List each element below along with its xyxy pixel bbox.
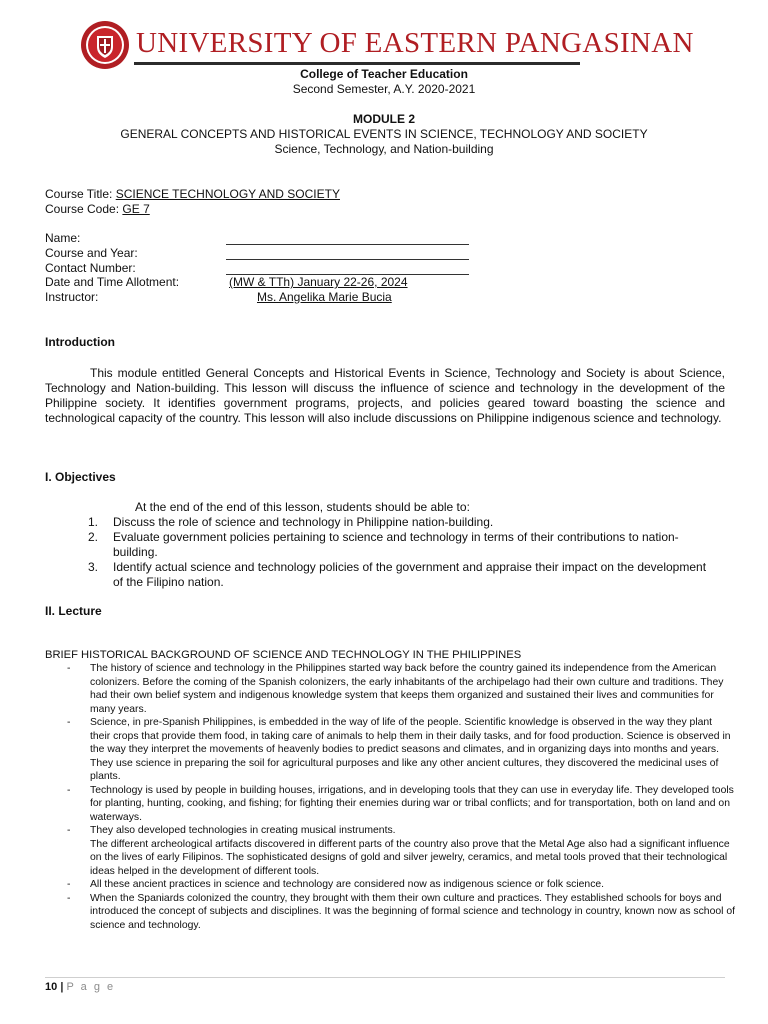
course-year-row [45,246,485,261]
bullet-text: Technology is used by people in building houses, irrigations, and in developing tools that they can use in everyday life. They developed tools for planting, hunting, cooking, and fishing; for fighting their enemies during war or tribal conflicts; and for transportation, both on land and on waterways. [90,784,734,823]
module-subtitle: Science, Technology, and Nation-building [274,142,494,156]
objectives-heading: I. Objectives [45,470,116,484]
lecture-subheading: BRIEF HISTORICAL BACKGROUND OF SCIENCE AND TECHNOLOGY IN THE PHILIPPINES [45,649,522,661]
page-footer [45,980,115,994]
list-text: Evaluate government policies pertaining to science and technology in terms of their contributions to nation-building. [113,530,679,559]
bullet-dash: - [67,825,71,836]
college-name: College of Teacher Education [300,67,468,81]
module-title: GENERAL CONCEPTS AND HISTORICAL EVENTS IN SCIENCE, TECHNOLOGY AND SOCIETY [120,127,648,141]
lecture-bullets [45,662,735,932]
semester: Second Semester, A.Y. 2020-2021 [292,82,476,96]
contact-label: Contact Number: [45,261,136,275]
name-line [226,244,469,245]
course-year-label: Course and Year: [45,246,138,260]
university-seal-icon [80,20,130,70]
header-rule [134,62,580,65]
university-header [80,18,694,70]
list-item [45,878,735,892]
date-value: (MW & TTh) January 22-26, 2024 [229,275,408,289]
page-number: 10 [45,981,58,993]
bullet-text: All these ancient practices in science and technology are considered now as indigenous science or folk science. [90,879,605,890]
module-number: MODULE 2 [352,112,415,126]
list-item [45,662,735,716]
introduction-text: This module entitled General Concepts and Historical Events in Science, Technology and Society is about Science, Technology and Nation-building. This lesson will discuss the influence of science and technology in the development of the Philippine society. It identifies government programs, projects, and policies geared toward boasting the science and technological capacity of the country. This lesson will also include discussions on Philippine indigenous science and technology. [45,366,725,425]
bullet-text: When the Spaniards colonized the country, they brought with them their own culture and practices. They established schools for boys and introduced the concept of subjects and disciplines. It was the beginning of formal science and technology in country, known now as school of science and technology. [90,892,735,931]
bullet-dash: - [67,717,71,728]
date-row [45,275,485,290]
course-code-row [45,202,150,217]
list-number: 3. [88,560,99,574]
contact-row [45,261,485,276]
bullet-dash: - [67,784,71,796]
bullet-dash: - [67,892,71,904]
name-row [45,231,485,246]
bullet-dash: - [67,879,71,890]
instructor-value: Ms. Angelika Marie Bucia [257,290,392,304]
list-item [45,716,735,784]
bullet-text: The history of science and technology in the Philippines started way back before the country gained its independence from the American colonizers. Before the coming of the Spanish colonizers, the early inhabitants of the archipelago had their own culture and traditions. They had their own belief system and indigenous knowledge system that keeps them organized and sustained their lives and communities for many years. [90,663,724,715]
course-year-line [226,259,469,260]
name-label: Name: [45,231,81,245]
list-item [45,784,735,825]
course-code-value: GE 7 [122,202,150,216]
list-item [88,560,708,590]
list-number: 1. [88,515,99,529]
instructor-label: Instructor: [45,290,99,304]
list-item [45,824,735,878]
bullet-text: They also developed technologies in creating musical instruments. [90,825,396,836]
bullet-text: Science, in pre-Spanish Philippines, is embedded in the way of life of the people. Scientific knowledge is observed in the way they plant their crops that provide them food, in taking care of animals to help them in their daily tasks, and for food production. Science is observed in the way they interpret the movements of heavenly bodies to predict seasons and climates, and in organizing days into months and years. They use science in preparing the soil for agricultural purposes and like any other ancient cultures, they discovered the medicinal uses of plants. [90,717,731,782]
footer-rule [45,977,725,978]
introduction-heading: Introduction [45,335,115,349]
objectives-intro: At the end of the end of this lesson, students should be able to: [135,500,470,514]
page-word: P a g e [66,981,116,993]
lecture-heading: II. Lecture [45,604,102,618]
list-text: Discuss the role of science and technology in Philippine nation-building. [113,515,494,529]
date-label: Date and Time Allotment: [45,275,180,289]
list-text: Identify actual science and technology policies of the government and appraise their impact on the development of the Filipino nation. [113,560,707,589]
course-title-value: SCIENCE TECHNOLOGY AND SOCIETY [115,187,340,201]
university-name: UNIVERSITY OF EASTERN PANGASINAN [136,27,694,59]
course-title-label: Course Title: [45,187,113,201]
instructor-row [45,290,485,305]
list-item [45,892,735,933]
list-number: 2. [88,530,99,544]
objectives-list [88,515,708,590]
bullet-dash: - [67,663,71,674]
course-title-row [45,187,340,202]
list-item [88,530,708,560]
list-item [88,515,708,530]
bullet-continuation: The different archeological artifacts discovered in different parts of the country also prove that the Metal Age also had a significant influence on the lives of early Filipinos. The sophisticated designs of gold and silver jewelry, ceramics, and metal tools proved that their technological ideas helped in the development of different tools. [90,838,730,877]
footer-separator: | [60,981,64,993]
course-code-label: Course Code: [45,202,120,216]
